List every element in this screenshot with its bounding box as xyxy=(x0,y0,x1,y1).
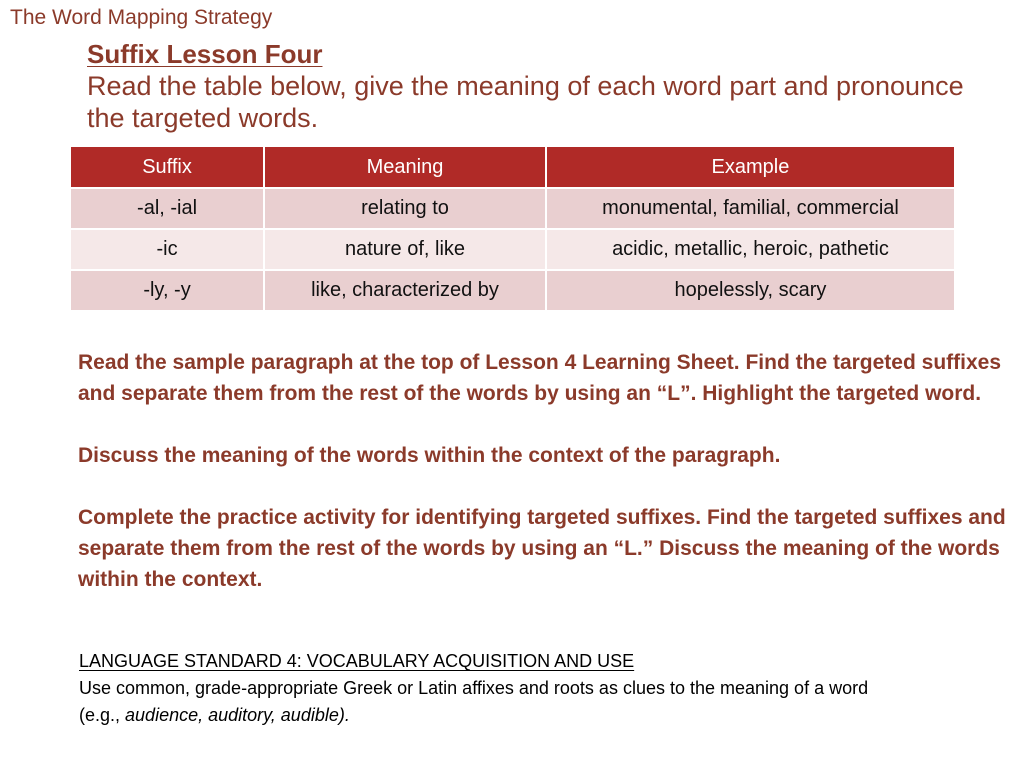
meaning-cell: relating to xyxy=(264,188,546,229)
suffix-cell: -ic xyxy=(70,229,264,270)
table-row xyxy=(70,188,955,229)
meaning-cell: nature of, like xyxy=(264,229,546,270)
lesson-title: Suffix Lesson Four xyxy=(87,39,323,69)
suffix-cell: -ly, -y xyxy=(70,270,264,311)
meaning-cell: like, characterized by xyxy=(264,270,546,311)
standard-body-text: Use common, grade-appropriate Greek or Latin affixes and roots as clues to the meaning of a word (e.g., xyxy=(79,678,869,725)
example-cell: monumental, familial, commercial xyxy=(546,188,955,229)
step-paragraph-read: Read the sample paragraph at the top of Lesson 4 Learning Sheet. Find the targeted suffixes and separate them from the rest of the words by using an “L”. Highlight the targeted word. xyxy=(78,351,1002,405)
standard-body xyxy=(79,675,899,729)
lesson-steps xyxy=(78,347,1008,626)
example-cell: hopelessly, scary xyxy=(546,270,955,311)
slide-header-label: The Word Mapping Strategy xyxy=(10,6,273,29)
step-paragraph-practice: Complete the practice activity for identifying targeted suffixes. Find the targeted suffixes and separate them from the rest of the words by using an “L.” Discuss the meaning of the words within the context. xyxy=(78,506,1006,591)
suffix-cell: -al, -ial xyxy=(70,188,264,229)
example-cell: acidic, metallic, heroic, pathetic xyxy=(546,229,955,270)
language-standard xyxy=(79,648,899,729)
column-header-suffix: Suffix xyxy=(70,146,264,188)
table-row xyxy=(70,270,955,311)
lesson-instructions: Read the table below, give the meaning of each word part and pronounce the targeted words. xyxy=(87,71,964,133)
step-paragraph-discuss: Discuss the meaning of the words within the context of the paragraph. xyxy=(78,444,781,467)
standard-examples: audience, auditory, audible). xyxy=(125,705,350,725)
suffix-table xyxy=(69,145,956,312)
column-header-meaning: Meaning xyxy=(264,146,546,188)
table-row xyxy=(70,229,955,270)
column-header-example: Example xyxy=(546,146,955,188)
table-header-row xyxy=(70,146,955,188)
standard-title: LANGUAGE STANDARD 4: VOCABULARY ACQUISITION AND USE xyxy=(79,651,635,671)
